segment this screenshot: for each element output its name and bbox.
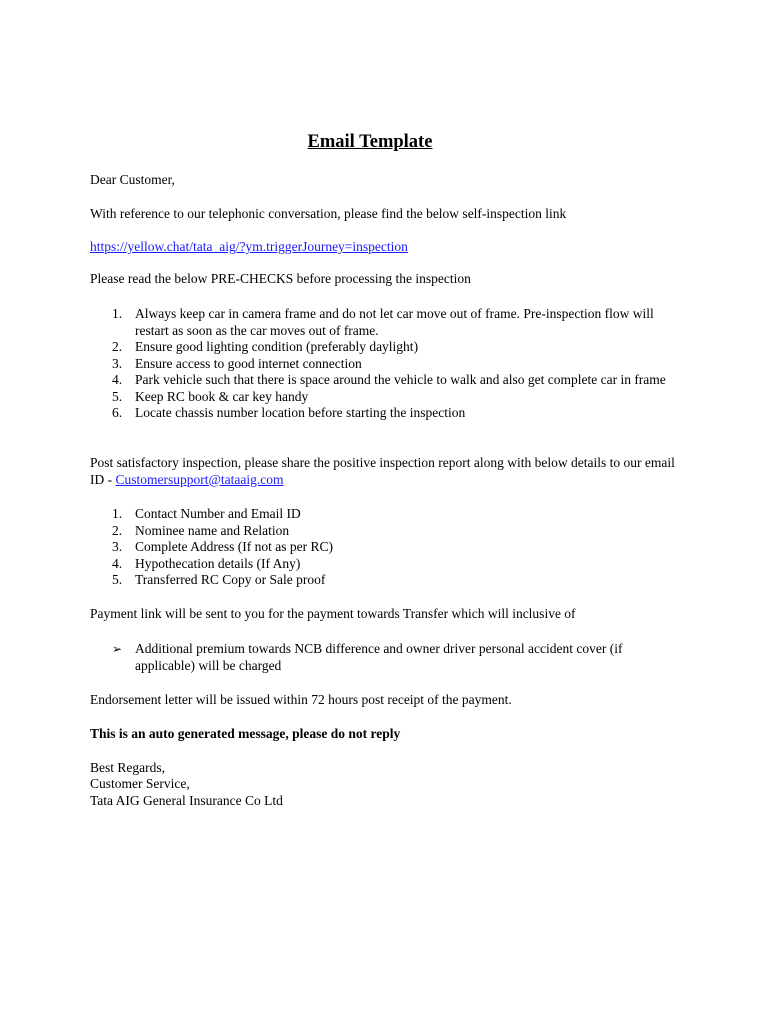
list-item bbox=[90, 372, 680, 389]
prechecks-intro: Please read the below PRE-CHECKS before processing the inspection bbox=[90, 271, 471, 286]
inspection-link[interactable]: https://yellow.chat/tata_aig/?ym.triggerJourney=inspection bbox=[90, 239, 408, 254]
list-item-text: Transferred RC Copy or Sale proof bbox=[135, 572, 326, 587]
details-list bbox=[90, 506, 680, 589]
support-email-link[interactable]: Customersupport@tataaig.com bbox=[115, 471, 284, 487]
list-number: 4. bbox=[112, 372, 123, 387]
list-item bbox=[90, 356, 680, 373]
list-item bbox=[90, 556, 680, 573]
list-item bbox=[90, 572, 680, 589]
list-item-text: Complete Address (If not as per RC) bbox=[135, 539, 333, 554]
endorsement-text: Endorsement letter will be issued within 72 hours post receipt of the payment. bbox=[90, 692, 512, 707]
signature-line-3: Tata AIG General Insurance Co Ltd bbox=[90, 793, 283, 808]
list-number: 1. bbox=[112, 506, 123, 521]
list-item bbox=[90, 339, 680, 356]
post-inspection-message: Post satisfactory inspection, please share the positive inspection report along with below details to our email ID - bbox=[90, 455, 675, 487]
document-title: Email Template bbox=[307, 132, 433, 152]
signature-line-1: Best Regards, bbox=[90, 760, 165, 775]
list-item-text: Locate chassis number location before starting the inspection bbox=[135, 405, 466, 420]
list-item bbox=[90, 539, 680, 556]
list-item bbox=[90, 306, 680, 339]
payment-text: Payment link will be sent to you for the payment towards Transfer which will inclusive of bbox=[90, 606, 576, 621]
list-item-text: Hypothecation details (If Any) bbox=[135, 555, 301, 571]
document-page bbox=[90, 0, 680, 1024]
greeting: Dear Customer, bbox=[90, 172, 175, 187]
payment-items-list bbox=[90, 641, 680, 674]
list-item bbox=[90, 506, 680, 523]
intro-text: With reference to our telephonic conversation, please find the below self-inspection link bbox=[90, 206, 567, 221]
list-number: 2. bbox=[112, 339, 123, 354]
list-item-text: Nominee name and Relation bbox=[135, 522, 290, 538]
list-item bbox=[90, 641, 680, 674]
signature-line-2: Customer Service, bbox=[90, 776, 190, 791]
list-item-text: Additional premium towards NCB difference and owner driver personal accident cover (if applicable) will be charged bbox=[135, 641, 623, 673]
link-paragraph bbox=[90, 239, 680, 256]
list-item-text: Keep RC book & car key handy bbox=[135, 388, 309, 404]
auto-message: This is an auto generated message, please do not reply bbox=[90, 726, 401, 741]
post-inspection-text bbox=[90, 455, 680, 488]
list-item-text: Ensure good lighting condition (preferably daylight) bbox=[135, 339, 419, 354]
list-item bbox=[90, 405, 680, 422]
list-item-text: Ensure access to good internet connection bbox=[135, 355, 362, 371]
prechecks-list bbox=[90, 306, 680, 422]
list-number: 4. bbox=[112, 555, 123, 571]
list-number: 5. bbox=[112, 388, 123, 404]
list-number: 6. bbox=[112, 405, 123, 420]
list-item-text: Contact Number and Email ID bbox=[135, 506, 301, 521]
list-number: 1. bbox=[112, 306, 123, 321]
list-number: 3. bbox=[112, 539, 123, 554]
list-item-text: Always keep car in camera frame and do not let car move out of frame. Pre-inspection flow will restart as soon as the car moves out of frame. bbox=[135, 306, 654, 338]
list-item bbox=[90, 523, 680, 540]
arrow-bullet-icon: ➢ bbox=[112, 642, 123, 656]
list-item bbox=[90, 389, 680, 406]
list-item-text: Park vehicle such that there is space around the vehicle to walk and also get complete car in frame bbox=[135, 372, 666, 387]
list-number: 3. bbox=[112, 355, 123, 371]
list-number: 2. bbox=[112, 522, 123, 538]
list-number: 5. bbox=[112, 572, 123, 587]
